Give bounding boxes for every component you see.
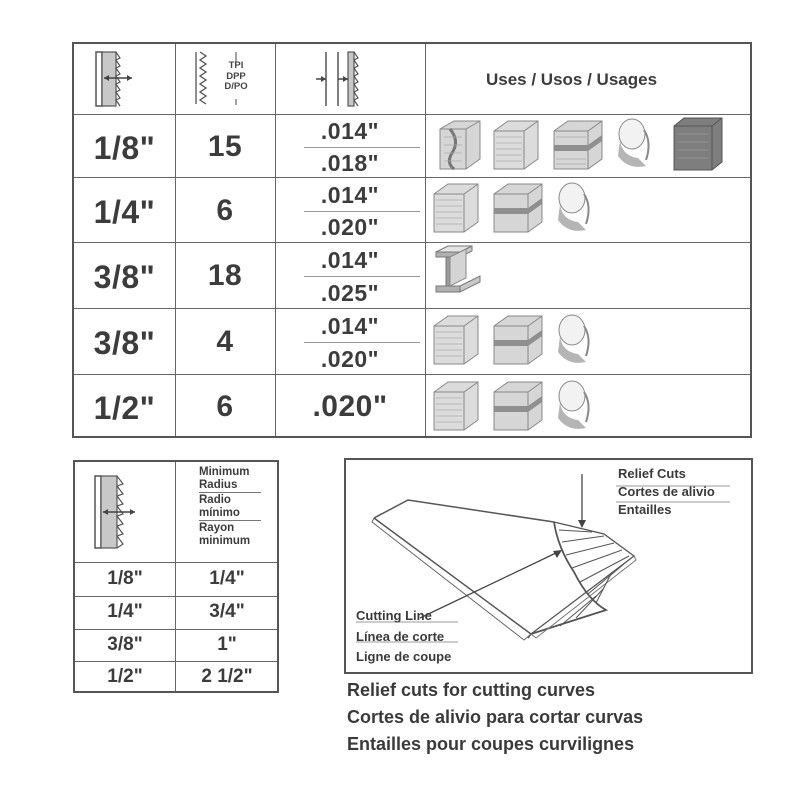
header-line: minimum xyxy=(199,534,251,547)
caption-spanish: Cortes de alivio para cortar curvas xyxy=(347,707,644,727)
header-line: Radio xyxy=(199,494,231,507)
blade-width-icon xyxy=(88,50,160,108)
blade-width-value: 1/4" xyxy=(93,194,156,230)
blade-specification-table xyxy=(72,42,752,438)
steel-beam-icon xyxy=(432,244,486,304)
thickness-value: .020" xyxy=(320,346,380,372)
dpo-label: D/PO xyxy=(224,81,248,92)
sub-row-divider xyxy=(304,211,420,212)
blade-thickness-icon xyxy=(312,50,392,108)
sub-row-divider xyxy=(304,147,420,148)
blade-width-value: 1/2" xyxy=(93,390,156,426)
relief-cuts-label: Entailles xyxy=(618,502,672,517)
blade-radius-icon xyxy=(89,474,159,550)
cutting-line-label: Línea de corte xyxy=(356,629,445,644)
min-radius-value: 1" xyxy=(217,634,237,655)
header-line: Rayon xyxy=(199,522,235,535)
wood-block-icon xyxy=(430,314,482,366)
header-line: Minimum xyxy=(199,466,250,478)
solid-wood-block-icon xyxy=(670,116,726,172)
thickness-value: .025" xyxy=(320,280,380,306)
row-divider xyxy=(75,596,277,597)
min-radius-value: 2 1/2" xyxy=(201,666,253,687)
pipe-icon xyxy=(550,180,600,236)
uses-header: Uses / Usos / Usages xyxy=(486,70,658,89)
tpi-value: 4 xyxy=(216,325,234,358)
thickness-value: .020" xyxy=(320,214,380,240)
blade-width-value: 1/4" xyxy=(107,601,143,622)
thickness-value: .014" xyxy=(320,118,380,144)
min-radius-value: 3/4" xyxy=(209,601,245,622)
blade-width-value: 1/8" xyxy=(107,568,143,589)
laminated-wood-icon xyxy=(550,119,606,171)
tpi-header xyxy=(192,49,258,107)
thickness-value: .014" xyxy=(320,247,380,273)
column-divider xyxy=(425,44,426,436)
wood-block-icon xyxy=(430,380,482,432)
sub-row-divider xyxy=(304,342,420,343)
thickness-value: .014" xyxy=(320,313,380,339)
minimum-radius-header xyxy=(199,466,279,548)
relief-cuts-diagram xyxy=(344,458,753,674)
row-divider xyxy=(74,374,750,375)
relief-cuts-label: Relief Cuts xyxy=(618,466,686,481)
row-divider xyxy=(74,177,750,178)
row-divider xyxy=(75,562,277,563)
curve-cut-wood-icon xyxy=(436,119,484,171)
sub-row-divider xyxy=(304,276,420,277)
thickness-value: .020" xyxy=(312,390,388,423)
laminated-wood-icon xyxy=(490,314,546,366)
tpi-value: 6 xyxy=(216,194,234,227)
header-line: Radius xyxy=(199,478,238,491)
column-divider xyxy=(175,44,176,436)
wood-block-icon xyxy=(430,182,482,234)
cutting-line-label: Cutting Line xyxy=(356,608,432,623)
caption-english: Relief cuts for cutting curves xyxy=(347,680,596,700)
row-divider xyxy=(74,242,750,243)
row-divider xyxy=(74,308,750,309)
tpi-value: 18 xyxy=(207,259,243,292)
caption-french: Entailles pour coupes curvilignes xyxy=(347,734,635,754)
relief-cuts-label: Cortes de alivio xyxy=(618,484,715,499)
blade-width-value: 3/8" xyxy=(93,325,156,361)
thickness-value: .018" xyxy=(320,150,380,176)
pipe-icon xyxy=(610,116,660,172)
minimum-radius-table xyxy=(73,460,279,693)
cutting-line-label: Ligne de coupe xyxy=(356,649,452,664)
wood-block-icon xyxy=(490,119,542,171)
thickness-value: .014" xyxy=(320,182,380,208)
tpi-value: 6 xyxy=(216,390,234,423)
laminated-wood-icon xyxy=(490,380,546,432)
blade-width-value: 1/8" xyxy=(93,130,156,166)
row-divider xyxy=(74,114,750,115)
dpp-label: DPP xyxy=(226,70,246,82)
blade-width-value: 1/2" xyxy=(107,666,143,687)
blade-width-value: 3/8" xyxy=(107,634,143,655)
pipe-icon xyxy=(550,378,600,434)
row-divider xyxy=(75,629,277,630)
min-radius-value: 1/4" xyxy=(209,568,245,589)
pipe-icon xyxy=(550,312,600,368)
laminated-wood-icon xyxy=(490,182,546,234)
blade-width-value: 3/8" xyxy=(93,259,156,295)
tpi-label: TPI xyxy=(228,60,244,71)
header-line: mínimo xyxy=(199,506,240,519)
row-divider xyxy=(75,661,277,662)
tpi-value: 15 xyxy=(207,130,243,163)
